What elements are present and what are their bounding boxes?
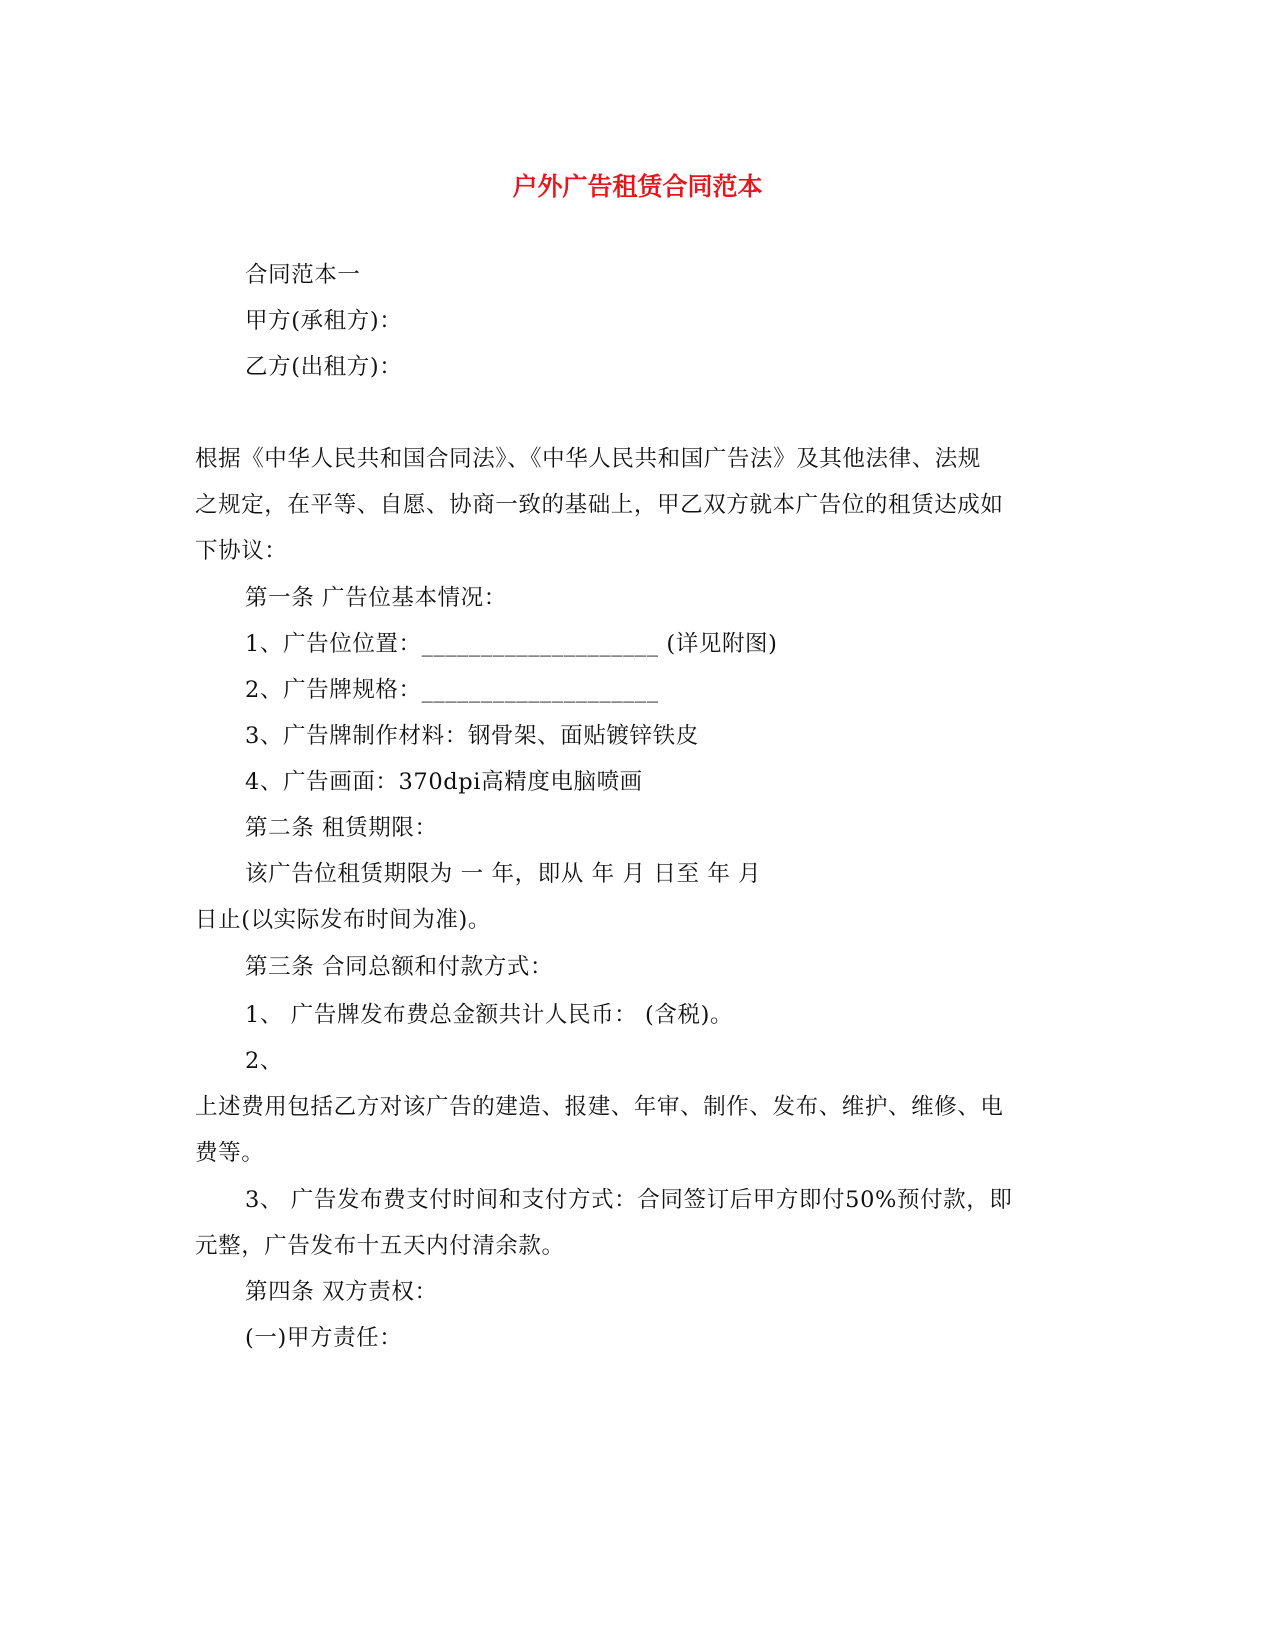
article-1-item-4: 4、广告画面：370dpi高精度电脑喷画 [245, 769, 643, 795]
article-1-item-1: 1、广告位位置：____________________ (详见附图) [245, 631, 778, 657]
article-3-heading: 第三条 合同总额和付款方式： [245, 954, 554, 980]
article-2-text-1: 该广告位租赁期限为 一 年，即从 年 月 日至 年 月 [245, 861, 762, 887]
template-label: 合同范本一 [245, 262, 361, 288]
preamble-line-3: 下协议： [195, 538, 288, 564]
document-title: 户外广告租赁合同范本 [512, 172, 763, 201]
party-a-line: 甲方(承租方)： [245, 308, 403, 334]
article-2-heading: 第二条 租赁期限： [245, 815, 438, 841]
article-1-item-3: 3、广告牌制作材料：钢骨架、面贴镀锌铁皮 [245, 723, 699, 749]
article-3-item-3: 3、 广告发布费支付时间和支付方式：合同签订后甲方即付50%预付款，即 [245, 1187, 1013, 1213]
article-3-item-2-text: 上述费用包括乙方对该广告的建造、报建、年审、制作、发布、维护、维修、电 [195, 1094, 1004, 1120]
article-1-heading: 第一条 广告位基本情况： [245, 585, 507, 611]
article-3-item-1: 1、 广告牌发布费总金额共计人民币： (含税)。 [245, 1002, 734, 1028]
article-4-heading: 第四条 双方责权： [245, 1279, 438, 1305]
article-2-text-2: 日止(以实际发布时间为准)。 [195, 907, 491, 933]
article-3-item-2: 2、 [245, 1048, 284, 1074]
article-3-item-2-cont: 费等。 [195, 1140, 265, 1166]
article-1-item-2: 2、广告牌规格：____________________ [245, 677, 659, 703]
article-3-item-3-cont: 元整，广告发布十五天内付清余款。 [195, 1233, 565, 1259]
preamble-line-1: 根据《中华人民共和国合同法》、《中华人民共和国广告法》及其他法律、法规 [195, 446, 982, 472]
preamble-line-2: 之规定，在平等、自愿、协商一致的基础上，甲乙双方就本广告位的租赁达成如 [195, 492, 1004, 518]
party-a-duties-heading: (一)甲方责任： [245, 1325, 403, 1351]
party-b-line: 乙方(出租方)： [245, 354, 403, 380]
